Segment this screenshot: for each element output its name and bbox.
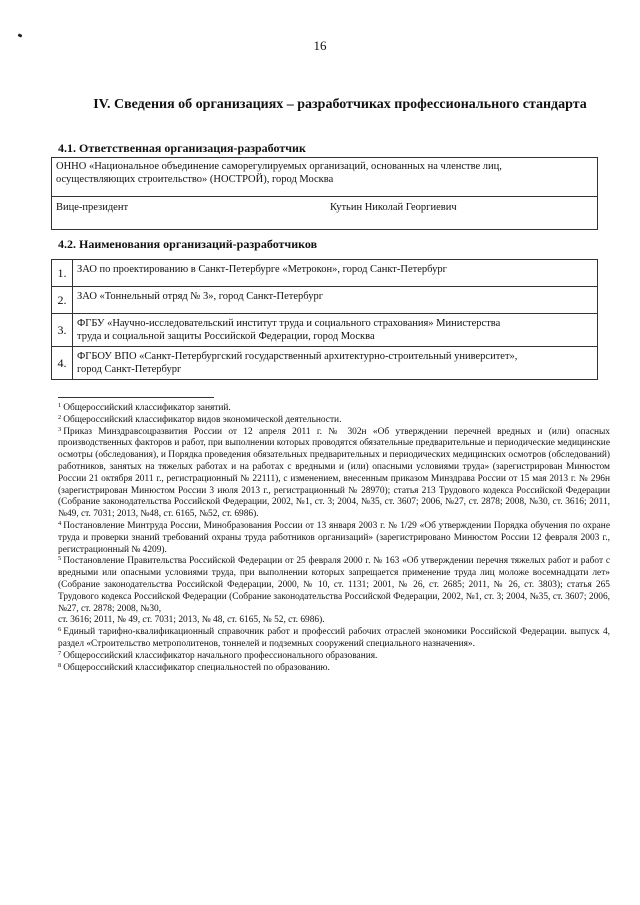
row-number: 4.	[52, 347, 73, 380]
developer-orgs-table	[51, 259, 598, 380]
footnotes	[58, 403, 610, 674]
footnote-number: 6	[58, 626, 62, 634]
footnote-number: 8	[58, 661, 62, 669]
org-name	[73, 260, 598, 287]
row-number: 2.	[52, 287, 73, 314]
footnote-number: 3	[58, 425, 62, 433]
footnote-number: 4	[58, 519, 62, 527]
org-name-line: город Санкт-Петербург	[77, 364, 182, 375]
footnote-text: Приказ Минздравсоцразвития России от 12 апреля 2011 г. № 302н «Об утверждении перечней вредных и (или) опасных производственных факторов и работ, при выполнении которых проводятся обязательные предварительные и периодические медицинские осмотры (обследования), и Порядка проведения обязательных предварительных и периодических медицинских осмотров (обследований) работников, занятых на тяжелых работах и на работах с вредными и (или) опасными условиями труда» (зарегистрирован Минюстом России 21 октября 2011 г., регистрационный № 22111), с изменением, внесенным приказом Минздрава России от 15 мая 2013 г. № 296н (зарегистрирован Минюстом России 3 июля 2013 г., регистрационный № 28970); статья 213 Трудового кодекса Российской Федерации (Собрание законодательства Российской Федерации, 2002, №1, ст. 3; 2004, №35, ст. 3607; 2006, №27, ст. 2878; 2008, №30, ст. 3616; 2011, №49, ст. 7031; 2013, №48, ст. 6165, №52, ст. 6986).	[58, 426, 610, 520]
org-name	[73, 347, 598, 380]
footnote	[58, 663, 610, 675]
footnote-text: Общероссийский классификатор видов экономической деятельности.	[63, 414, 342, 425]
footnote-text: Общероссийский классификатор специальностей по образованию.	[63, 662, 330, 673]
row-number: 1.	[52, 260, 73, 287]
footnote-text: Постановление Правительства Российской Федерации от 25 февраля 2000 г. № 163 «Об утверждении перечня тяжелых работ и работ с вредными или опасными условиями труда, при выполнении которых запрещается применение труда лиц моложе восемнадцати лет» (Собрание законодательства Российской Федерации, 2000, № 10, ст. 1131; 2001, № 26, ст. 2685; 2011, № 26, ст. 3803); статья 265 Трудового кодекса Российской Федерации (Собрание законодательства Российской Федерации, 2002, №1, ст. 3; 2004, №35, ст. 3607; 2006, №27, ст. 2878; 2008, №30,	[58, 556, 610, 614]
position-title: Вице-президент	[56, 202, 129, 213]
responsible-org-heading: 4.1. Ответственная организация-разработчик	[58, 141, 306, 155]
page-number: 16	[313, 38, 327, 53]
org-name-line: ФГБОУ ВПО «Санкт-Петербургский государственный архитектурно-строительный университет»,	[77, 351, 518, 362]
footnote-number: 2	[58, 413, 62, 421]
table-row	[52, 287, 598, 314]
org-name-line: ЗАО «Тоннельный отряд № 3», город Санкт-Петербург	[77, 291, 324, 302]
footnote-number: 7	[58, 649, 62, 657]
org-name	[73, 287, 598, 314]
org-name-line: ЗАО по проектированию в Санкт-Петербурге «Метрокон», город Санкт-Петербург	[77, 264, 447, 275]
footnote-text: Постановление Минтруда России, Минобразования России от 13 января 2003 г. № 1/29 «Об утверждении Порядка обучения по охране труда и проверки знаний требований охраны труда работников организаций» (зарегистрировано Минюстом России 12 февраля 2003 г., регистрационный № 4209).	[58, 520, 610, 555]
org-name-line: труда и социальной защиты Российской Федерации, город Москва	[77, 331, 375, 342]
footnote-number: 1	[58, 402, 62, 409]
footnote-continuation: ст. 3616; 2011, № 49, ст. 7031; 2013, № 48, ст. 6165, № 52, ст. 6986).	[58, 615, 325, 626]
table-row	[52, 347, 598, 380]
footnote-text: Единый тарифно-квалификационный справочник работ и профессий рабочих отраслей экономики Российской Федерации. выпуск 4, раздел «Строительство метрополитенов, тоннелей и подземных сооружений специального назначения».	[58, 627, 610, 649]
responsible-person-cell	[52, 197, 598, 230]
footnote	[58, 415, 610, 427]
footnote	[58, 651, 610, 663]
responsible-org-line: осуществляющих строительство» (НОСТРОЙ), город Москва	[56, 174, 334, 185]
responsible-org-line: ОННО «Национальное объединение саморегулируемых организаций, основанных на членстве лиц,	[56, 161, 502, 172]
responsible-org-table	[51, 157, 598, 230]
footnote	[58, 427, 610, 521]
footnote-number: 5	[58, 555, 62, 563]
footnote-text: Общероссийский классификатор начального профессионального образования.	[63, 650, 378, 661]
footnote-text: Общероссийский классификатор занятий.	[63, 403, 231, 413]
footnote	[58, 627, 610, 651]
developer-orgs-heading: 4.2. Наименования организаций-разработчиков	[58, 237, 318, 251]
footnote	[58, 403, 610, 415]
org-name	[73, 314, 598, 347]
footnote	[58, 521, 610, 556]
org-name-line: ФГБУ «Научно-исследовательский институт труда и социального страхования» Министерства	[77, 318, 501, 329]
person-name: Кутьин Николай Георгиевич	[330, 202, 457, 213]
row-number: 3.	[52, 314, 73, 347]
footnote	[58, 556, 610, 615]
responsible-org-cell	[52, 158, 598, 197]
table-row	[52, 260, 598, 287]
section-title: IV. Сведения об организациях – разработчиках профессионального стандарта	[93, 97, 587, 112]
table-row	[52, 314, 598, 347]
footnote-separator	[58, 397, 214, 398]
